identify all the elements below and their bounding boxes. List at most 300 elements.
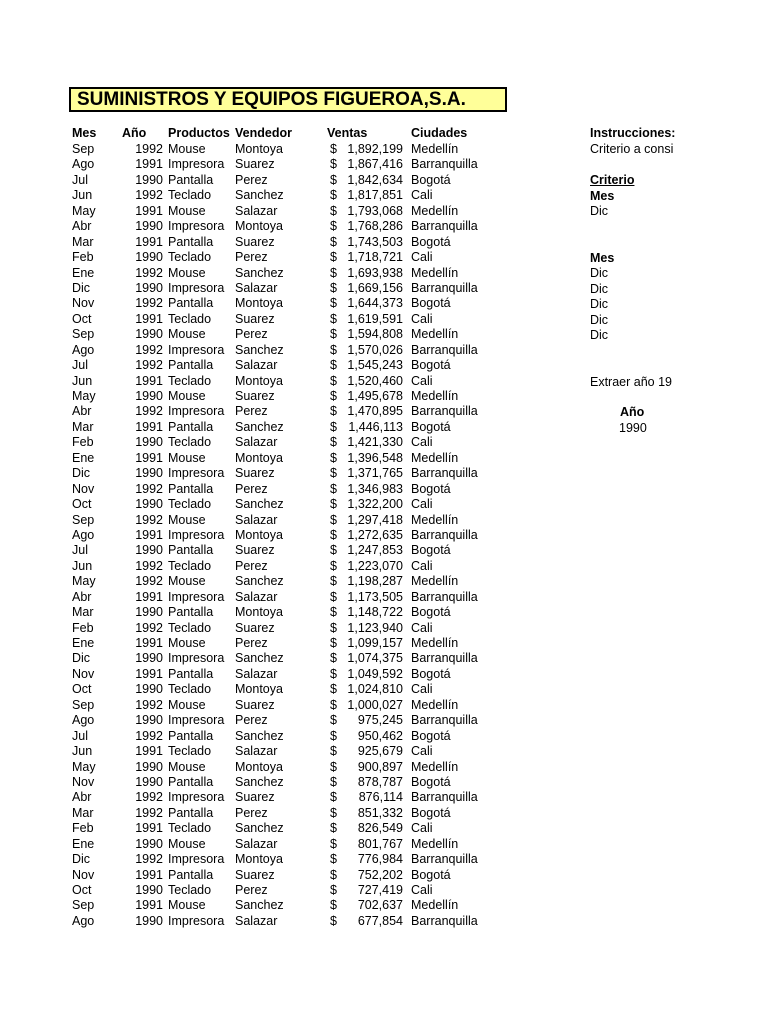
cell-ventas: 1,718,721 [347,250,403,265]
cell-ciudad: Cali [411,620,433,635]
cell-producto: Teclado [168,744,212,759]
cell-ventas: 1,842,634 [347,172,403,187]
mes-value: Dic [590,297,609,311]
cell-ventas: 851,332 [357,805,403,820]
cell-ano: 1991 [135,744,163,759]
header-ano: Año [122,126,147,140]
cell-ventas: 925,679 [357,744,403,759]
cell-ventas: 1,322,200 [347,497,403,512]
cell-vendedor: Perez [235,558,268,573]
table-row [0,883,768,898]
cell-ventas: 1,867,416 [347,157,403,172]
cell-ventas: 1,173,505 [347,589,403,604]
cell-ciudad: Medellín [411,574,459,589]
cell-vendedor: Sanchez [235,651,284,666]
cell-vendedor: Perez [235,172,268,187]
cell-vendedor: Sanchez [235,342,284,357]
cell-producto: Impresora [168,466,225,481]
cell-producto: Impresora [168,852,225,867]
cell-vendedor: Montoya [235,605,283,620]
table-row [0,343,768,358]
cell-producto: Pantalla [168,774,214,789]
cell-currency-symbol: $ [330,666,337,681]
cell-vendedor: Montoya [235,219,283,234]
table-row [0,651,768,666]
cell-ciudad: Barranquilla [411,713,478,728]
table-row [0,528,768,543]
cell-mes: Nov [72,296,95,311]
cell-mes: Abr [72,790,92,805]
table-row [0,729,768,744]
cell-currency-symbol: $ [330,265,337,280]
cell-producto: Mouse [168,512,206,527]
cell-ano: 1992 [135,805,163,820]
cell-currency-symbol: $ [330,697,337,712]
cell-vendedor: Montoya [235,373,283,388]
cell-currency-symbol: $ [330,342,337,357]
cell-ano: 1992 [135,142,163,156]
cell-currency-symbol: $ [330,450,337,465]
cell-ciudad: Bogotá [411,234,451,249]
cell-ventas: 1,000,027 [347,697,403,712]
header-ciudades: Ciudades [411,126,468,140]
table-row [0,914,768,929]
cell-ciudad: Barranquilla [411,404,478,419]
header-productos: Productos [168,126,230,140]
cell-ciudad: Cali [411,435,433,450]
cell-currency-symbol: $ [330,389,337,403]
cell-mes: Oct [72,497,92,512]
cell-producto: Pantalla [168,805,214,820]
cell-producto: Mouse [168,327,206,342]
cell-currency-symbol: $ [330,574,337,589]
cell-ventas: 1,594,808 [347,327,403,342]
cell-vendedor: Sanchez [235,574,284,589]
cell-currency-symbol: $ [330,867,337,882]
cell-mes: May [72,574,96,589]
cell-vendedor: Montoya [235,852,283,867]
cell-ciudad: Bogotá [411,867,451,882]
cell-currency-symbol: $ [330,790,337,805]
cell-ano: 1990 [135,466,163,481]
cell-mes: Ago [72,913,95,928]
cell-ventas: 727,419 [357,883,403,897]
cell-ventas: 1,495,678 [347,389,403,403]
cell-vendedor: Montoya [235,450,283,465]
cell-producto: Pantalla [168,543,214,558]
cell-ventas: 1,817,851 [347,188,403,203]
cell-ventas: 702,637 [357,898,403,913]
cell-ciudad: Barranquilla [411,790,478,805]
cell-ano: 1990 [135,389,163,403]
cell-ventas: 900,897 [357,759,403,774]
cell-producto: Mouse [168,389,206,403]
cell-vendedor: Salazar [235,358,278,373]
table-row [0,466,768,481]
cell-currency-symbol: $ [330,682,337,697]
cell-ano: 1992 [135,342,163,357]
table-row [0,682,768,697]
cell-mes: May [72,759,96,774]
cell-producto: Pantalla [168,234,214,249]
table-row [0,574,768,589]
cell-mes: Sep [72,898,95,913]
cell-ciudad: Medellín [411,636,459,650]
cell-mes: Nov [72,867,95,882]
cell-producto: Pantalla [168,728,214,743]
cell-producto: Impresora [168,651,225,666]
cell-producto: Mouse [168,450,206,465]
cell-ano: 1990 [135,219,163,234]
cell-vendedor: Perez [235,636,268,650]
cell-ciudad: Cali [411,311,433,326]
mes-value: Dic [590,266,609,280]
cell-ciudad: Medellín [411,327,459,342]
cell-mes: Mar [72,419,94,434]
cell-ano: 1992 [135,265,163,280]
cell-producto: Impresora [168,527,225,542]
header-mes: Mes [72,126,97,140]
cell-mes: Ago [72,713,95,728]
cell-mes: Ene [72,450,95,465]
cell-vendedor: Sanchez [235,728,284,743]
table-row [0,235,768,250]
cell-ventas: 1,198,287 [347,574,403,589]
cell-ciudad: Medellín [411,759,459,774]
criterio-heading: Criterio [590,173,635,187]
cell-producto: Impresora [168,342,225,357]
table-row [0,790,768,805]
cell-ciudad: Bogotá [411,805,451,820]
criterio-value: Dic [590,204,609,218]
cell-mes: Mar [72,234,94,249]
cell-ciudad: Barranquilla [411,527,478,542]
cell-ano: 1990 [135,651,163,666]
mes-label: Mes [590,251,615,265]
cell-vendedor: Sanchez [235,774,284,789]
company-title: SUMINISTROS Y EQUIPOS FIGUEROA,S.A. [69,87,507,112]
cell-ano: 1991 [135,867,163,882]
cell-mes: Feb [72,620,94,635]
cell-currency-symbol: $ [330,497,337,512]
table-row [0,806,768,821]
cell-ciudad: Medellín [411,142,459,156]
cell-ventas: 1,396,548 [347,450,403,465]
cell-mes: Ago [72,342,95,357]
cell-vendedor: Sanchez [235,265,284,280]
cell-ventas: 1,421,330 [347,435,403,450]
cell-producto: Impresora [168,713,225,728]
cell-currency-symbol: $ [330,852,337,867]
cell-ventas: 826,549 [357,821,403,836]
cell-mes: Jul [72,543,88,558]
cell-vendedor: Montoya [235,142,283,156]
cell-currency-symbol: $ [330,805,337,820]
cell-ciudad: Medellín [411,898,459,913]
table-row [0,775,768,790]
cell-producto: Teclado [168,558,212,573]
cell-ciudad: Cali [411,558,433,573]
cell-ventas: 776,984 [357,852,403,867]
cell-ventas: 1,644,373 [347,296,403,311]
table-row [0,543,768,558]
cell-ano: 1990 [135,774,163,789]
table-row [0,219,768,234]
cell-ano: 1990 [135,435,163,450]
cell-currency-symbol: $ [330,883,337,897]
cell-ano: 1991 [135,666,163,681]
cell-producto: Pantalla [168,605,214,620]
cell-vendedor: Montoya [235,759,283,774]
cell-mes: Nov [72,481,95,496]
table-row [0,621,768,636]
cell-ano: 1990 [135,713,163,728]
cell-vendedor: Sanchez [235,188,284,203]
cell-producto: Mouse [168,203,206,218]
cell-ano: 1990 [135,836,163,851]
cell-ciudad: Cali [411,682,433,697]
cell-ventas: 1,346,983 [347,481,403,496]
table-row [0,559,768,574]
cell-ventas: 1,446,113 [348,419,403,434]
cell-ciudad: Medellín [411,450,459,465]
table-row [0,667,768,682]
cell-producto: Impresora [168,790,225,805]
cell-mes: Feb [72,250,94,265]
cell-producto: Pantalla [168,358,214,373]
cell-currency-symbol: $ [330,172,337,187]
table-row [0,157,768,172]
cell-currency-symbol: $ [330,898,337,913]
table-row [0,513,768,528]
cell-ventas: 876,114 [358,790,403,805]
cell-ano: 1991 [135,373,163,388]
cell-ano: 1991 [135,311,163,326]
cell-producto: Mouse [168,759,206,774]
cell-producto: Pantalla [168,666,214,681]
table-row [0,435,768,450]
cell-mes: Mar [72,805,94,820]
cell-currency-symbol: $ [330,512,337,527]
cell-ano: 1992 [135,574,163,589]
cell-ventas: 1,148,722 [347,605,403,620]
cell-vendedor: Suarez [235,867,275,882]
cell-producto: Impresora [168,404,225,419]
cell-ano: 1992 [135,358,163,373]
cell-currency-symbol: $ [330,157,337,172]
cell-producto: Pantalla [168,296,214,311]
cell-vendedor: Perez [235,404,268,419]
cell-producto: Pantalla [168,172,214,187]
cell-ano: 1990 [135,682,163,697]
cell-mes: Oct [72,682,92,697]
table-row [0,760,768,775]
cell-ciudad: Bogotá [411,481,451,496]
cell-producto: Impresora [168,157,225,172]
table-row [0,358,768,373]
instructions-heading: Instrucciones: [590,126,676,140]
cell-producto: Mouse [168,574,206,589]
cell-ano: 1991 [135,450,163,465]
cell-currency-symbol: $ [330,543,337,558]
table-row [0,482,768,497]
cell-ventas: 1,470,895 [347,404,403,419]
cell-producto: Teclado [168,250,212,265]
cell-ciudad: Bogotá [411,774,451,789]
cell-vendedor: Salazar [235,512,278,527]
cell-producto: Teclado [168,311,212,326]
cell-ciudad: Bogotá [411,728,451,743]
cell-ciudad: Barranquilla [411,852,478,867]
cell-currency-symbol: $ [330,589,337,604]
extraer-text: Extraer año 19 [590,375,672,389]
table-row [0,821,768,836]
cell-currency-symbol: $ [330,142,337,156]
cell-vendedor: Suarez [235,311,275,326]
cell-ciudad: Cali [411,883,433,897]
cell-mes: Nov [72,774,95,789]
cell-currency-symbol: $ [330,605,337,620]
cell-ciudad: Medellín [411,203,459,218]
cell-ciudad: Bogotá [411,358,451,373]
cell-mes: Jun [72,188,93,203]
cell-mes: Ago [72,157,95,172]
table-row [0,636,768,651]
mes-value: Dic [590,328,609,342]
cell-producto: Impresora [168,219,225,234]
cell-ciudad: Bogotá [411,543,451,558]
cell-currency-symbol: $ [330,373,337,388]
cell-ciudad: Bogotá [411,666,451,681]
cell-mes: Dic [72,651,91,666]
cell-ano: 1992 [135,481,163,496]
cell-ciudad: Barranquilla [411,589,478,604]
cell-mes: Dic [72,280,91,295]
cell-ciudad: Barranquilla [411,280,478,295]
cell-ventas: 677,854 [357,913,403,928]
cell-currency-symbol: $ [330,296,337,311]
cell-vendedor: Suarez [235,543,275,558]
cell-ventas: 950,462 [357,728,403,743]
cell-vendedor: Perez [235,250,268,265]
cell-ventas: 1,272,635 [347,527,403,542]
cell-ventas: 1,371,765 [347,466,403,481]
cell-mes: Jun [72,373,93,388]
cell-vendedor: Suarez [235,466,275,481]
instructions-line: Criterio a consi [590,142,674,156]
cell-ventas: 1,247,853 [347,543,403,558]
table-row [0,605,768,620]
cell-currency-symbol: $ [330,481,337,496]
cell-currency-symbol: $ [330,188,337,203]
cell-mes: Oct [72,311,92,326]
cell-vendedor: Suarez [235,620,275,635]
cell-mes: Jul [72,728,88,743]
cell-vendedor: Salazar [235,589,278,604]
cell-ciudad: Medellín [411,512,459,527]
cell-producto: Teclado [168,435,212,450]
cell-producto: Mouse [168,898,206,913]
cell-ventas: 1,024,810 [347,682,403,697]
cell-mes: Sep [72,327,95,342]
cell-mes: Nov [72,666,95,681]
cell-ano: 1992 [135,790,163,805]
cell-currency-symbol: $ [330,234,337,249]
cell-vendedor: Salazar [235,836,278,851]
table-row [0,389,768,404]
cell-currency-symbol: $ [330,404,337,419]
cell-mes: Dic [72,852,91,867]
cell-producto: Mouse [168,265,206,280]
cell-producto: Pantalla [168,867,214,882]
cell-ciudad: Bogotá [411,605,451,620]
cell-ventas: 1,074,375 [347,651,403,666]
cell-ciudad: Medellín [411,836,459,851]
cell-ventas: 752,202 [357,867,403,882]
cell-ciudad: Bogotá [411,296,451,311]
cell-mes: Jul [72,358,88,373]
cell-ano: 1990 [135,497,163,512]
cell-ano: 1992 [135,188,163,203]
cell-vendedor: Perez [235,713,268,728]
cell-ano: 1990 [135,543,163,558]
cell-ano: 1992 [135,620,163,635]
cell-ciudad: Medellín [411,697,459,712]
cell-ventas: 1,693,938 [347,265,403,280]
cell-producto: Mouse [168,636,206,650]
cell-ano: 1992 [135,296,163,311]
cell-mes: Jun [72,744,93,759]
cell-producto: Pantalla [168,481,214,496]
cell-producto: Teclado [168,821,212,836]
cell-vendedor: Suarez [235,790,275,805]
cell-producto: Impresora [168,913,225,928]
cell-ciudad: Barranquilla [411,157,478,172]
cell-ciudad: Cali [411,250,433,265]
cell-ventas: 801,767 [357,836,403,851]
cell-ciudad: Medellín [411,265,459,280]
cell-mes: May [72,389,96,403]
cell-ano: 1992 [135,697,163,712]
cell-mes: Jul [72,172,88,187]
cell-currency-symbol: $ [330,327,337,342]
cell-currency-symbol: $ [330,913,337,928]
cell-ventas: 1,768,286 [347,219,403,234]
cell-producto: Teclado [168,188,212,203]
cell-ventas: 1,743,503 [347,234,403,249]
cell-ano: 1992 [135,404,163,419]
cell-ventas: 1,049,592 [347,666,403,681]
cell-vendedor: Salazar [235,913,278,928]
cell-ano: 1990 [135,172,163,187]
cell-vendedor: Salazar [235,666,278,681]
cell-currency-symbol: $ [330,713,337,728]
cell-ano: 1992 [135,512,163,527]
cell-currency-symbol: $ [330,558,337,573]
cell-ciudad: Barranquilla [411,342,478,357]
cell-vendedor: Sanchez [235,419,284,434]
cell-currency-symbol: $ [330,821,337,836]
cell-currency-symbol: $ [330,774,337,789]
cell-ano: 1990 [135,250,163,265]
cell-mes: Feb [72,821,94,836]
cell-currency-symbol: $ [330,435,337,450]
cell-vendedor: Sanchez [235,898,284,913]
cell-producto: Mouse [168,836,206,851]
cell-ciudad: Barranquilla [411,651,478,666]
cell-producto: Teclado [168,620,212,635]
cell-producto: Mouse [168,697,206,712]
